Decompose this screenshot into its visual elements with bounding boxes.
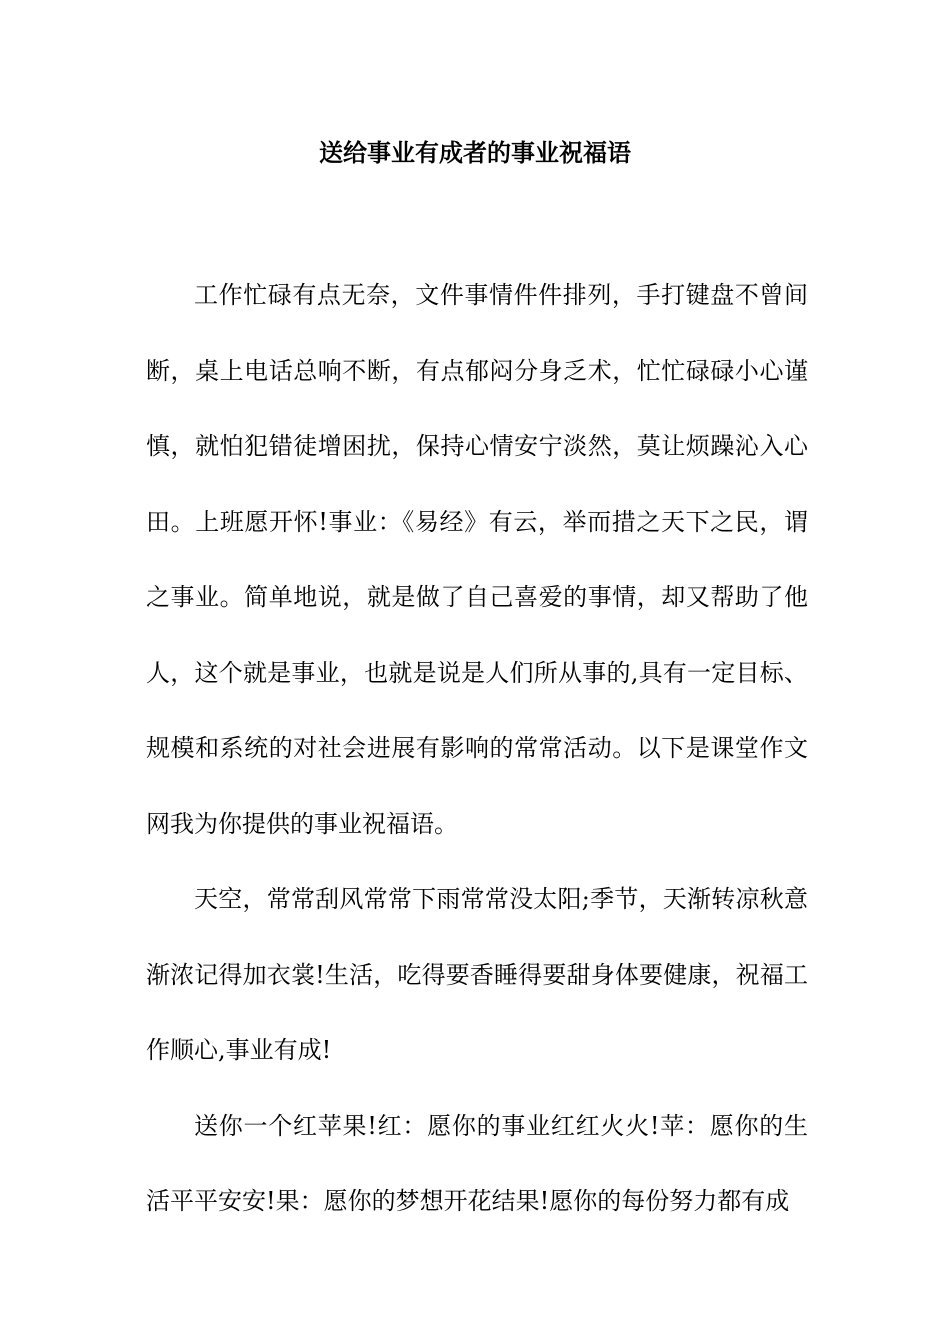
paragraph-weather-blessing: 天空，常常刮风常常下雨常常没太阳;季节，天渐转凉秋意渐浓记得加衣裳!生活，吃得要香睡得要甜身体要健康，祝福工作顺心,事业有成! bbox=[146, 885, 808, 1064]
paragraph-red-apple-blessing: 送你一个红苹果!红：愿你的事业红红火火!苹：愿你的生活平平安安!果：愿你的梦想开花结果!愿你的每份努力都有成 bbox=[146, 1111, 808, 1215]
document-title: 送给事业有成者的事业祝福语 bbox=[319, 138, 631, 167]
document-body bbox=[146, 258, 808, 1240]
paragraph-intro: 工作忙碌有点无奈，文件事情件件排列，手打键盘不曾间断，桌上电话总响不断，有点郁闷分身乏术，忙忙碌碌小心谨慎，就怕犯错徒增困扰，保持心情安宁淡然，莫让烦躁沁入心田。上班愿开怀!事业：《易经》有云，举而措之天下之民，谓之事业。简单地说，就是做了自己喜爱的事情，却又帮助了他人，这个就是事业，也就是说是人们所从事的,具有一定目标、规模和系统的对社会进展有影响的常常活动。以下是课堂作文网我为你提供的事业祝福语。 bbox=[146, 281, 808, 838]
